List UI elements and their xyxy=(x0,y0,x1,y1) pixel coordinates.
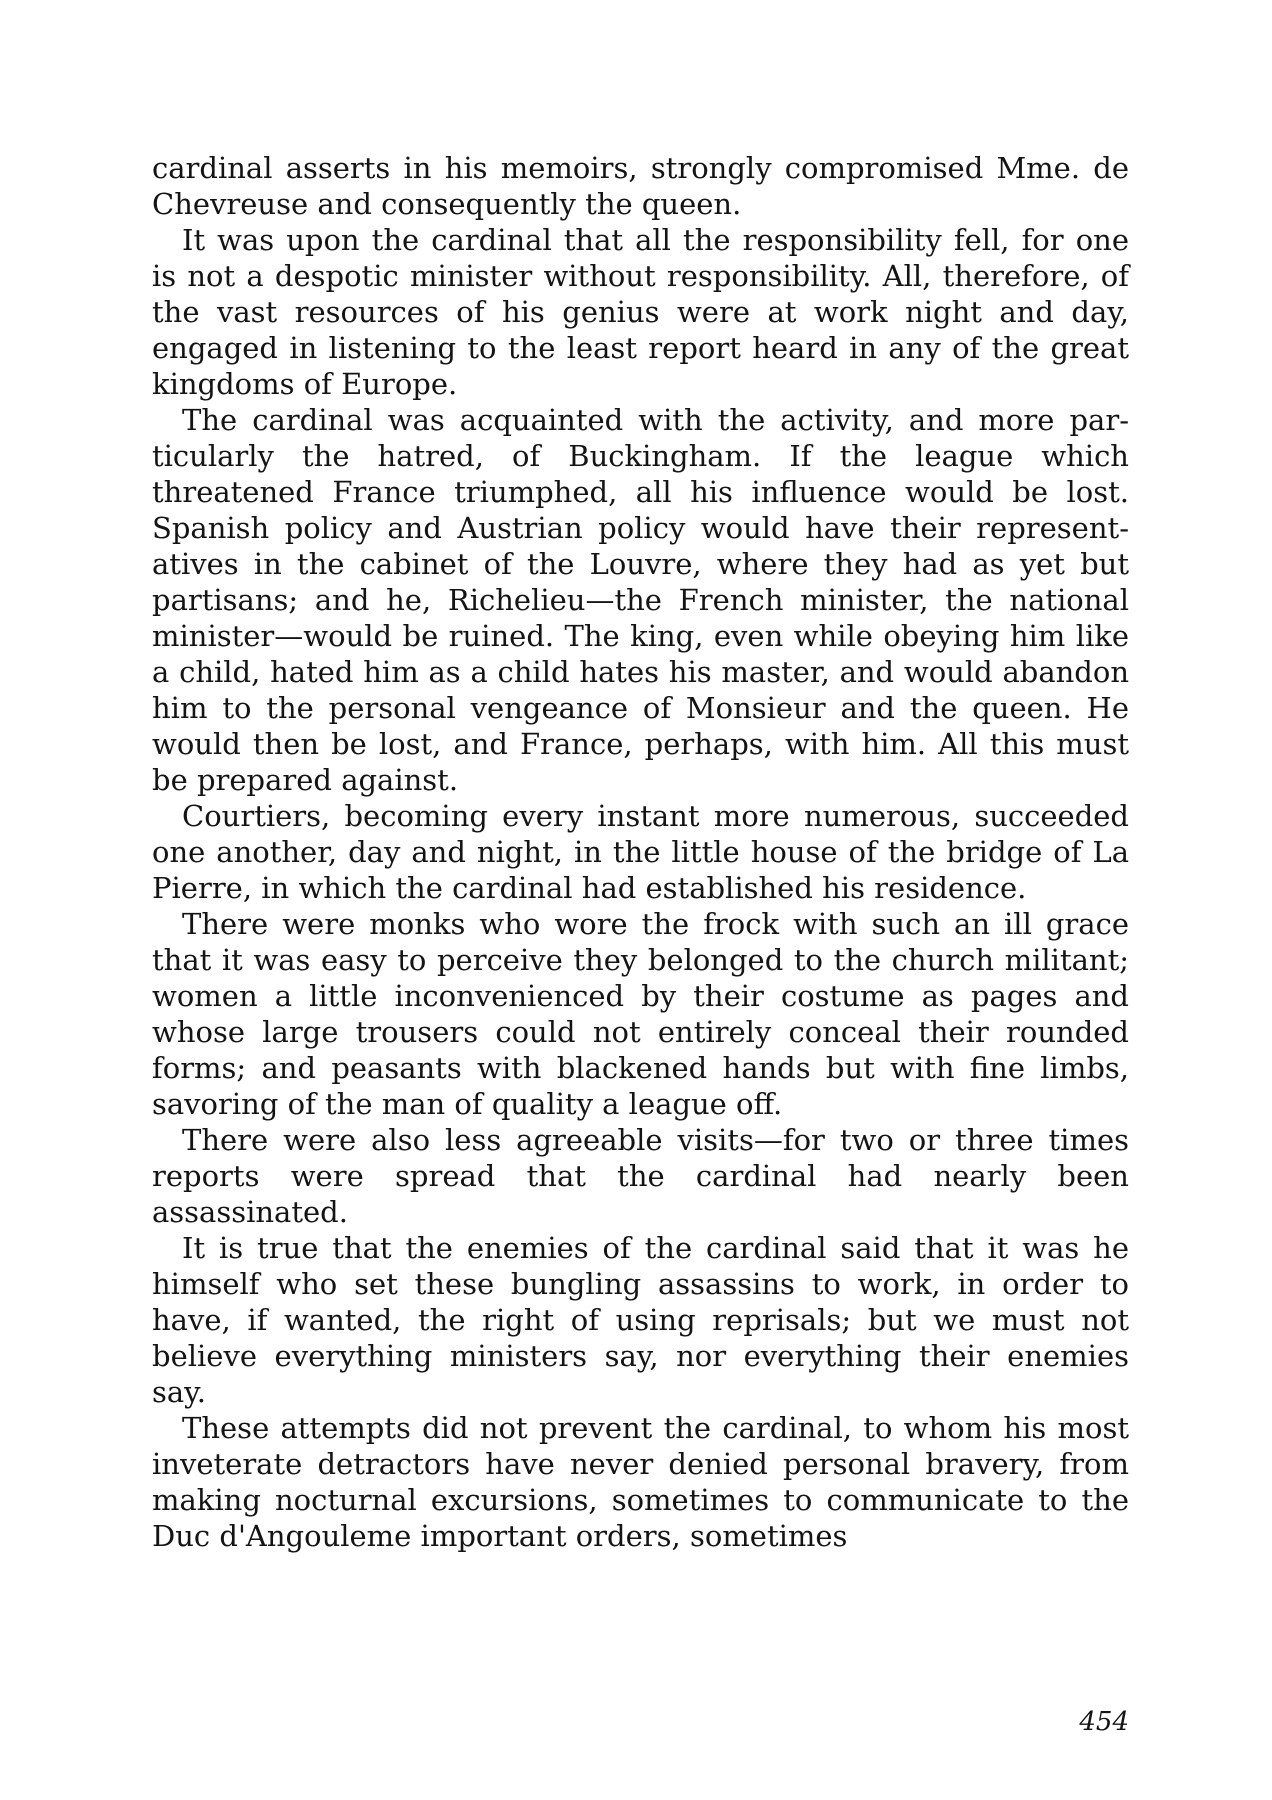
paragraph: These attempts did not prevent the cardinal, to whom his most inveterate detractors have never denied personal bravery, from making nocturnal excursions, sometimes to communicate to the Duc d'Angouleme important orders, sometimes xyxy=(152,1411,1129,1553)
body-text xyxy=(152,150,1129,1554)
paragraph: It was upon the cardinal that all the responsibility fell, for one is not a despotic minister without responsibility. All, therefore, of the vast resources of his genius were at work night and day, engaged in listening to the least report heard in any of the great kingdoms of Europe. xyxy=(152,223,1129,401)
paragraph: It is true that the enemies of the cardinal said that it was he himself who set these bungling assassins to work, in order to have, if wanted, the right of using reprisals; but we must not believe everything ministers say, nor everything their enemies say. xyxy=(152,1231,1129,1409)
paragraph-continued: cardinal asserts in his memoirs, strongly compromised Mme. de Chevreuse and consequently the queen. xyxy=(152,151,1129,221)
paragraph: The cardinal was acquainted with the activity, and more particularly the hatred, of Buckingham. If the league which threatened France triumphed, all his influence would be lost. Spanish policy and Austrian policy would have their representatives in the cabinet of the Louvre, where they had as yet but partisans; and he, Richelieu—the French minister, the national minister—would be ruined. The king, even while obeying him like a child, hated him as a child hates his master, and would abandon him to the personal vengeance of Monsieur and the queen. He would then be lost, and France, perhaps, with him. All this must be prepared against. xyxy=(152,403,1129,797)
page-number: 454 xyxy=(1079,1707,1129,1737)
paragraph: There were also less agreeable visits—for two or three times reports were spread that the cardinal had nearly been assassinated. xyxy=(152,1123,1129,1229)
paragraph: There were monks who wore the frock with such an ill grace that it was easy to perceive they belonged to the church militant; women a little inconvenienced by their costume as pages and whose large trousers could not entirely conceal their rounded forms; and peasants with blackened hands but with fine limbs, savoring of the man of quality a league off. xyxy=(152,907,1129,1121)
paragraph: Courtiers, becoming every instant more numerous, succeeded one another, day and night, in the little house of the bridge of La Pierre, in which the cardinal had established his residence. xyxy=(152,799,1129,905)
